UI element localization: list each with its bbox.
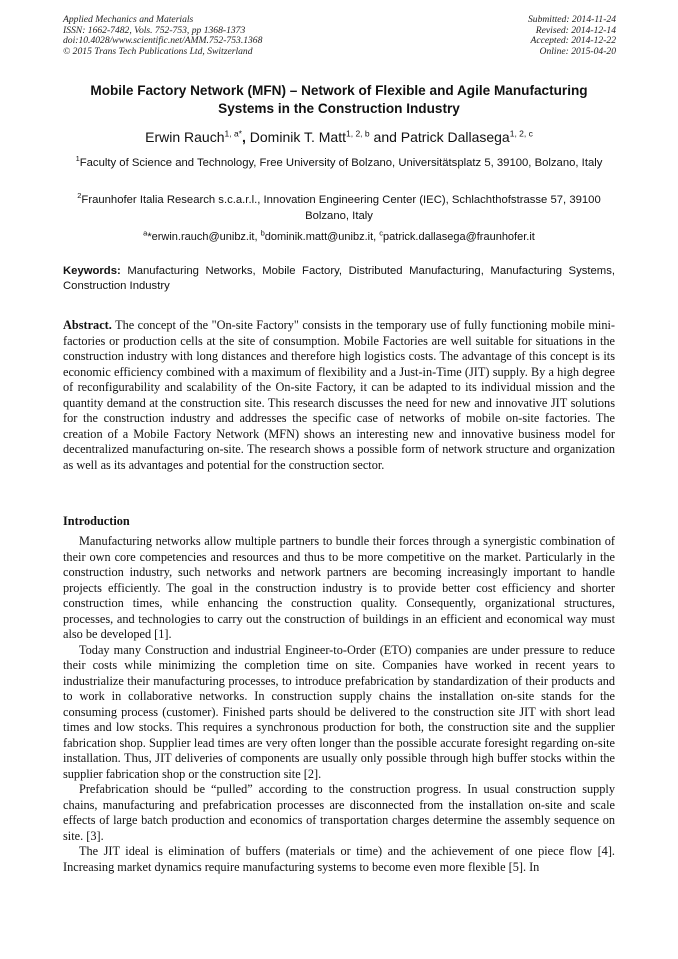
submitted-date: Submitted: 2014-11-24	[527, 14, 616, 25]
abstract-text: The concept of the "On-site Factory" consists in the temporary use of fully functioning mobile mini-factories or production cells at the site of consumption. Mobile Factories are well suitable for situations in the construction industry with long distances and therefore high logistics costs. The advantage of this concept is its economic efficiency combined with a maximum of flexibility and a Just-in-Time (JIT) supply. By a high degree of reconfigurability and scalability of the On-site Factory, it can be adapted to its individual mission and the quantity demand at the construction site. This research discusses the need for new and innovative JIT solutions for the construction industry and addresses the specific case of networks of mobile on-site factories. The creation of a Mobile Factory Network (MFN) shows an interesting new and innovative business model for decentralized manufacturing on-site. The research shows a possible form of network structure and organization as well as its advantages and potential for the construction sector.	[63, 318, 615, 472]
paper-title: Mobile Factory Network (MFN) – Network of Flexible and Agile Manufacturing Systems in the Construction Industry	[90, 83, 588, 116]
email-marker: a	[143, 228, 148, 238]
affiliation-2	[63, 193, 615, 224]
affiliation-text: Fraunhofer Italia Research s.c.a.r.l., Innovation Engineering Center (IEC), Schlachthofstrasse 57, 39100 Bolzano, Italy	[81, 194, 601, 222]
keywords-label: Keywords:	[63, 265, 121, 277]
affiliation-marker: 1	[75, 154, 80, 164]
paragraph: The JIT ideal is elimination of buffers (materials or time) and the achievement of one piece flow [4]. Increasing market dynamics require manufacturing systems to become even more flexible [5]. In	[63, 844, 615, 874]
submission-dates	[528, 15, 616, 57]
author-name: Dominik T. Matt	[249, 129, 346, 145]
journal-issn: ISSN: 1662-7482, Vols. 752-753, pp 1368-1373	[63, 24, 246, 36]
author-separator: ,	[242, 129, 250, 145]
email-line	[63, 230, 615, 245]
email-marker: c	[379, 228, 384, 238]
author-superscript: 1, a*	[224, 128, 242, 139]
email-marker: b	[260, 228, 265, 238]
affiliation-marker: 2	[77, 191, 82, 201]
author-superscript: 1, 2, b	[346, 128, 370, 139]
author-line	[63, 128, 615, 146]
affiliation-1	[63, 156, 615, 172]
keywords-text: Manufacturing Networks, Mobile Factory, Distributed Manufacturing, Manufacturing Systems, Construction Industry	[63, 265, 615, 292]
online-date: Online: 2015-04-20	[539, 45, 616, 57]
section-heading: Introduction	[63, 514, 130, 528]
paragraph: Today many Construction and industrial Engineer-to-Order (ETO) companies are under pressure to reduce their costs while minimizing the completion time on site. Companies have worked in recent years to industrialize their manufacturing processes, to introduce prefabrication by standardization of their products and to work in collaborative networks. In construction supply chains the installation on-site stands for the consuming process (customer). Finished parts should be delivered to the construction site JIT with short lead times and low stocks. This requires a synchronous production for both, the construction site and the supplier fabrication shop. Supplier lead times are very often longer than the possible accurate foresight regarding on-site installation. Thus, JIT deliveries of components are usually only possible through high buffer stocks within the supplier fabrication shop or the construction site [2].	[63, 642, 615, 781]
journal-doi: doi:10.4028/www.scientific.net/AMM.752-753.1368	[63, 35, 263, 46]
paragraph: Manufacturing networks allow multiple partners to bundle their forces through a synergistic combination of their own core competencies and resources and thus to be more competitive on the market. Particularly in the construction industry, such networks and network partners are becoming increasingly important to handle projects efficiently. The goal in the construction industry is to provide better cost efficiency and shorter construction times, while enhancing the construction quality. Consequently, organizational structures, processes, and technologies to carry out the construction of buildings in an efficient and economical way must also be developed [1].	[63, 534, 615, 641]
journal-name: Applied Mechanics and Materials	[63, 14, 194, 25]
author-superscript: 1, 2, c	[509, 128, 533, 139]
affiliation-text: Faculty of Science and Technology, Free University of Bolzano, Universitätsplatz 5, 39100, Bolzano, Italy	[79, 157, 603, 169]
abstract-label: Abstract.	[63, 318, 112, 332]
introduction-body	[63, 534, 615, 875]
email-link[interactable]: dominik.matt@unibz.it,	[264, 231, 380, 243]
paragraph: Prefabrication should be “pulled” according to the construction progress. In usual construction supply chains, manufacturing and prefabrication processes are disconnected from the installation on-site and scale effects of large batch production and economics of transportation charges determine the assembly sequence on site. [3].	[63, 782, 615, 843]
email-link[interactable]: *erwin.rauch@unibz.it,	[147, 231, 261, 243]
journal-copyright: © 2015 Trans Tech Publications Ltd, Switzerland	[63, 45, 253, 57]
keywords	[63, 264, 615, 294]
accepted-date: Accepted: 2014-12-22	[530, 35, 616, 46]
revised-date: Revised: 2014-12-14	[535, 24, 616, 36]
author-separator: and	[369, 129, 401, 145]
author-name: Patrick Dallasega	[400, 129, 510, 145]
author-name: Erwin Rauch	[145, 129, 225, 145]
abstract	[63, 318, 615, 473]
email-link[interactable]: patrick.dallasega@fraunhofer.it	[383, 231, 535, 243]
journal-info	[63, 15, 262, 57]
